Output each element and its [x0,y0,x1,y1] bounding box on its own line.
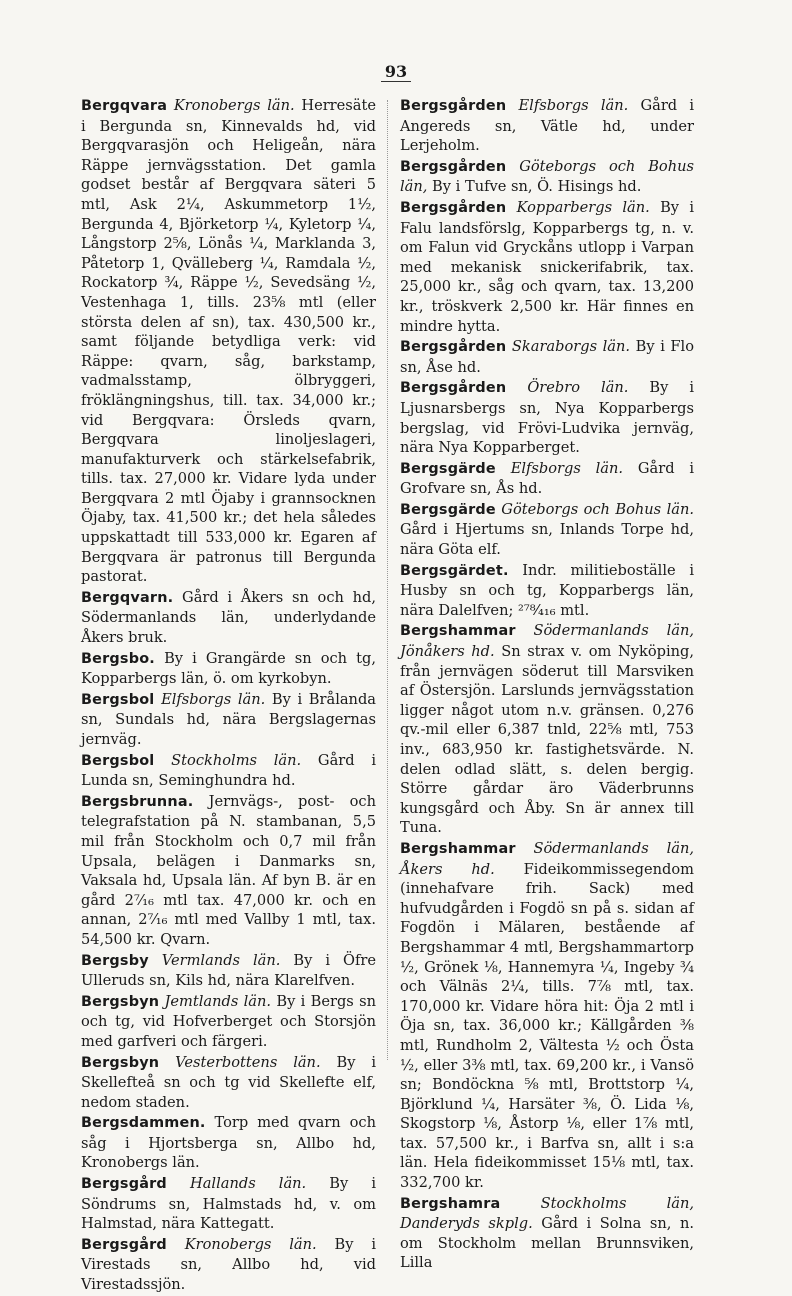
entry-text: By i Falu landsförslg, Kopparbergs tg, n. v. om Falun vid Gryckåns utlopp i Varpan med mekanisk snickerifabrik, tax. 25,000 kr., såg och qvarn, tax. 13,200 kr., tröskverk 2,500 kr. Här finnes en mindre hytta. [400,198,694,335]
entry-headword: Bergshammar [400,623,516,640]
entry-location: Elfsborgs län. [518,97,629,114]
entry-headword: Bergshamra [400,1195,501,1212]
entry-text: Jernvägs-, post- och telegrafstation på N. stambanan, 5,5 mil från Stockholm och 0,7 mil från Upsala, belägen i Danmarks sn, Vaksala hd, Upsala län. Af byn B. är en gård 2⁷⁄₁₆ mtl tax. 47,000 kr. och en annan, 2⁷⁄₁₆ mtl med Vallby 1 mtl, tax. 54,500 kr. Qvarn. [81,792,376,948]
dictionary-entry [81,951,376,991]
entry-text: By i Skellefteå sn och tg vid Skellefte elf, nedom staden. [81,1053,377,1111]
entry-text: By i Ljusnarsbergs sn, Nya Kopparbergs bergslag, vid Frövi-Ludvika jernväg, nära Nya Kopparberget. [400,379,695,457]
dictionary-entry [81,588,376,648]
entry-location: Skaraborgs län. [511,338,631,356]
entry-text: Gård i Hjertums sn, Inlands Torpe hd, nära Göta elf. [400,521,694,559]
entry-headword: Bergsgården [400,199,507,216]
entry-headword: Bergsgärde [400,460,496,477]
entry-headword: Bergsgården [400,339,507,356]
entry-headword: Bergsgärdet. [400,562,509,579]
entry-location: Stockholms län. [171,751,302,769]
entry-text: Gård i Grofvare sn, Ås hd. [400,459,695,498]
entry-headword: Bergsbol [81,691,155,708]
entry-text: By i Öfre Ulleruds sn, Kils hd, nära Klarelfven. [81,951,377,990]
entry-headword: Bergqvarn. [81,589,174,606]
entry-headword: Bergsby [81,952,149,969]
dictionary-entry [400,378,694,457]
entry-headword: Bergsbol [81,752,155,769]
entry-text: By i Brålanda sn, Sundals hd, nära Bergslagernas jernväg. [81,690,376,748]
entry-headword: Bergshammar [400,840,516,857]
dictionary-entry [81,1174,376,1234]
dictionary-entry [81,992,376,1052]
dictionary-entry [81,792,376,950]
dictionary-entry [400,1194,694,1273]
entry-text: Torp med qvarn och såg i Hjortsberga sn, Allbo hd, Kronobergs län. [81,1114,376,1172]
entry-text: By i Tufve sn, Ö. Hisings hd. [432,178,642,196]
dictionary-entry [400,337,694,377]
entry-location: Kopparbergs län. [516,198,650,216]
column-divider [387,100,388,1060]
entry-location: Göteborgs och Bohus län. [501,500,694,518]
dictionary-entry [81,751,376,791]
entry-text: By i Grangärde sn och tg, Kopparbergs län, ö. om kyrkobyn. [81,649,377,688]
entry-location: Kronobergs län. [173,97,295,114]
entry-headword: Bergsgården [400,380,507,397]
dictionary-entry [400,198,694,336]
dictionary-entry [400,561,694,621]
entry-headword: Bergsgården [400,158,507,175]
entry-location: Göteborgs och Bohus län, [400,157,694,196]
entry-text: Gård i Solna sn, n. om Stockholm mellan Brunnsviken, Lilla [400,1215,694,1272]
dictionary-entry [81,1235,376,1295]
entry-text: By i Bergs sn och tg, vid Hofverberget och Storsjön med garfveri och färgeri. [81,992,376,1050]
left-column [81,96,376,1296]
entry-headword: Bergqvara [81,98,168,114]
dictionary-entry [400,157,694,197]
entry-text: Gård i Lunda sn, Seminghundra hd. [81,751,377,790]
entry-location: Vermlands län. [161,951,281,969]
entry-location: Södermanlands län, Åkers hd. [400,839,694,878]
entry-location: Elfsborgs län. [510,459,624,477]
right-column [400,96,694,1274]
entry-headword: Bergsgärde [400,501,496,518]
entry-text: Fideikommissegendom (innehafvare frih. Sack) med hufvudgården i Fogdö sn på s. sidan af Fogdön i Mälaren, bestående af Bergshammar 4 mtl, Bergshammartorp ½, Grönek ⅛, Hannemyra ¼, Ingeby ¾ och Välnäs 2¼, tills. 7⅞ mtl, tax. 170,000 kr. Vidare höra hit: Öja 2 mtl i Öja sn, tax. 36,000 kr.; Källgården ⅜ mtl, Rundholm 2, Vältesta ½ och Östa ½, eller 3⅜ mtl, tax. 69,200 kr., i Vansö sn; Bondöckna ⅝ mtl, Brottstorp ¼, Björklund ¼, Harsäter ⅜, Ö. Lida ⅛, Skogstorp ⅛, Åstorp ⅛, eller 1⅞ mtl, tax. 57,500 kr., i Barfva sn, allt i s:a län. Hela fideikommisset 15⅛ mtl, tax. 332,700 kr. [400,860,694,1192]
dictionary-entry [400,459,694,499]
entry-text: Gård i Åkers sn och hd, Södermanlands län, underlydande Åkers bruk. [81,588,376,647]
entry-text: By i Flo sn, Åse hd. [400,338,695,376]
dictionary-entry [81,1113,376,1173]
entry-location: Vesterbottens län. [175,1053,321,1071]
dictionary-entry [400,500,694,560]
dictionary-entry [81,649,376,689]
entry-text: Sn strax v. om Nyköping, från jernvägen söderut till Marsviken af Östersjön. Larslunds jernvägsstation ligger något utom n.v. gränsen. 0,276 qv.-mil eller 6,387 tnld, 22⅝ mtl, 753 inv., 683,950 kr. fastighetsvärde. N. delen odlad slätt, s. delen bergig. Större gårdar äro Väderbrunns kungsgård och Åby. Sn är annex till Tuna. [400,643,694,837]
entry-headword: Bergsgården [400,98,507,114]
entry-text: Indr. militieboställe i Husby sn och tg, Kopparbergs län, nära Dalelfven; ²⁷⁸⁄₄₁₆ mtl. [400,561,694,619]
entry-location: Örebro län. [527,379,629,397]
entry-text: By i Virestads sn, Allbo hd, vid Virestadssjön. [81,1235,377,1294]
page-number: 93 [0,62,792,81]
dictionary-entry [81,1053,376,1113]
dictionary-entry [81,96,376,587]
entry-headword: Bergsbyn [81,993,160,1010]
entry-location: Jemtlands län. [164,992,272,1010]
entry-headword: Bergsdammen. [81,1115,206,1132]
dictionary-entry [81,690,376,750]
entry-headword: Bergsbrunna. [81,793,194,810]
dictionary-entry [400,96,694,156]
entry-headword: Bergsbo. [81,650,155,667]
entry-text: Herresäte i Bergunda sn, Kinnevalds hd, vid Bergqvarasjön och Heligeån, nära Räppe jernvägsstation. Det gamla godset består af Bergqvara säteri 5 mtl, Ask 2¼, Askummetorp 1½, Bergunda 4, Björketorp ¼, Kyletorp ¼, Långstorp 2⅝, Lönås ¼, Marklanda 3, Påtetorp 1, Qvälleberg ¼, Ramdala ½, Rockatorp ¾, Räppe ½, Sevedsäng ½, Vestenhaga 1, tills. 23⅝ mtl (eller största delen af sn), tax. 430,500 kr., samt följande betydliga verk: vid Räppe: qvarn, såg, barkstamp, vadmalsstamp, ölbryggeri, fröklängningshus, till. tax. 34,000 kr.; vid Bergqvara: Örsleds qvarn, Bergqvara linoljeslageri, manufakturverk och stärkelsefabrik, tills. tax. 27,000 kr. Vidare lyda under Bergqvara 2 mtl Öjaby i grannsocknen Öjaby, tax. 41,500 kr.; det hela således uppskattadt till 533,000 kr. Egaren af Bergqvara är patronus till Bergunda pastorat. [81,97,376,586]
entry-location: Elfsborgs län. [161,690,266,708]
entry-location: Stockholms län, Danderyds skplg. [400,1194,695,1233]
entry-location: Kronobergs län. [184,1235,317,1253]
entry-headword: Bergsgård [81,1176,167,1193]
entry-text: Gård i Angereds sn, Vätle hd, under Lerjeholm. [400,97,695,155]
entry-headword: Bergsbyn [81,1054,160,1071]
entry-text: By i Söndrums sn, Halmstads hd, v. om Halmstad, nära Kattegatt. [81,1175,377,1233]
dictionary-entry [400,621,694,838]
dictionary-entry [400,839,694,1193]
entry-headword: Bergsgård [81,1236,167,1253]
entry-location: Södermanlands län, Jönåkers hd. [400,622,694,661]
entry-location: Hallands län. [190,1175,307,1193]
